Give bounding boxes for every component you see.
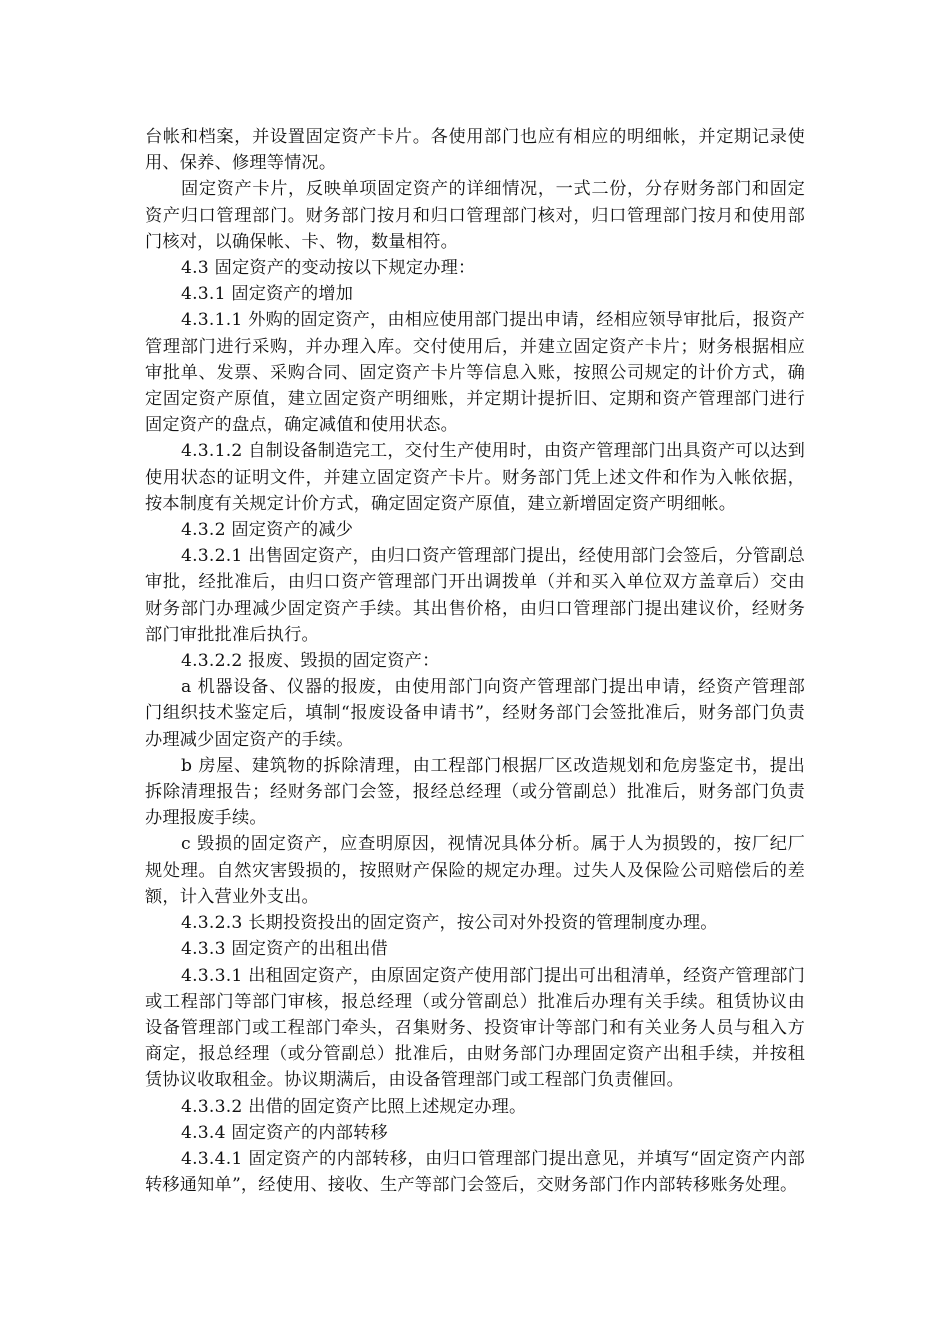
paragraph-4-3-4-1: 4.3.4.1 固定资产的内部转移，由归口管理部门提出意见，并填写“固定资产内部转移通知单”，经使用、接收、生产等部门会签后，交财务部门作内部转移账务处理。: [145, 1148, 805, 1196]
heading-4-3-2-2: 4.3.2.2 报废、毁损的固定资产：: [181, 651, 440, 672]
paragraph-item-b: b 房屋、建筑物的拆除清理，由工程部门根据厂区改造规划和危房鉴定书，提出拆除清理报告；经财务部门会签，报经总经理（或分管副总）批准后，财务部门负责办理报废手续。: [145, 755, 805, 829]
heading-4-3-2: 4.3.2 固定资产的减少: [181, 520, 354, 541]
heading-4-3-4: 4.3.4 固定资产的内部转移: [181, 1122, 388, 1143]
paragraph-4-3-3-1: 4.3.3.1 出租固定资产，由原固定资产使用部门提出可出租清单，经资产管理部门或工程部门等部门审核，报总经理（或分管副总）批准后办理有关手续。租赁协议由设备管理部门或工程部门牵头，召集财务、投资审计等部门和有关业务人员与租入方商定，报总经理（或分管副总）批准后，由财务部门办理固定资产出租手续，并按租赁协议收取租金。协议期满后，由设备管理部门或工程部门负责催回。: [145, 965, 805, 1091]
paragraph-4-3-2-1: 4.3.2.1 出售固定资产，由归口资产管理部门提出，经使用部门会签后，分管副总审批，经批准后，由归口资产管理部门开出调拨单（并和买入单位双方盖章后）交由财务部门办理减少固定资产手续。其出售价格，由归口管理部门提出建议价，经财务部门审批批准后执行。: [145, 546, 805, 645]
document-page: [145, 124, 805, 1198]
heading-4-3: 4.3 固定资产的变动按以下规定办理：: [181, 258, 476, 279]
paragraph-4-3-1-1: 4.3.1.1 外购的固定资产，由相应使用部门提出申请，经相应领导审批后，报资产管理部门进行采购，并办理入库。交付使用后，并建立固定资产卡片；财务根据相应审批单、发票、采购合同、固定资产卡片等信息入账，按照公司规定的计价方式，确定固定资产原值，建立固定资产明细账，并定期计提折旧、定期和资产管理部门进行固定资产的盘点，确定减值和使用状态。: [145, 310, 805, 436]
heading-4-3-1: 4.3.1 固定资产的增加: [181, 284, 354, 305]
paragraph-ledger-continuation: 台帐和档案，并设置固定资产卡片。各使用部门也应有相应的明细帐，并定期记录使用、保养、修理等情况。: [145, 127, 805, 174]
paragraph-item-c: c 毁损的固定资产，应查明原因，视情况具体分析。属于人为损毁的，按厂纪厂规处理。自然灾害毁损的，按照财产保险的规定办理。过失人及保险公司赔偿后的差额，计入营业外支出。: [145, 834, 805, 907]
paragraph-item-a: a 机器设备、仪器的报废，由使用部门向资产管理部门提出申请，经资产管理部门组织技术鉴定后，填制“报废设备申请书”，经财务部门会签批准后，财务部门负责办理减少固定资产的手续。: [145, 677, 805, 750]
paragraph-asset-card: 固定资产卡片，反映单项固定资产的详细情况，一式二份，分存财务部门和固定资产归口管理部门。财务部门按月和归口管理部门核对，归口管理部门按月和使用部门核对，以确保帐、卡、物，数量相符。: [145, 179, 805, 252]
heading-4-3-3: 4.3.3 固定资产的出租出借: [181, 939, 388, 960]
paragraph-4-3-3-2: 4.3.3.2 出借的固定资产比照上述规定办理。: [181, 1096, 527, 1117]
paragraph-4-3-1-2: 4.3.1.2 自制设备制造完工，交付生产使用时，由资产管理部门出具资产可以达到使用状态的证明文件，并建立固定资产卡片。财务部门凭上述文件和作为入帐依据，按本制度有关规定计价方式，确定固定资产原值，建立新增固定资产明细帐。: [145, 441, 805, 514]
paragraph-4-3-2-3: 4.3.2.3 长期投资投出的固定资产，按公司对外投资的管理制度办理。: [181, 913, 718, 934]
